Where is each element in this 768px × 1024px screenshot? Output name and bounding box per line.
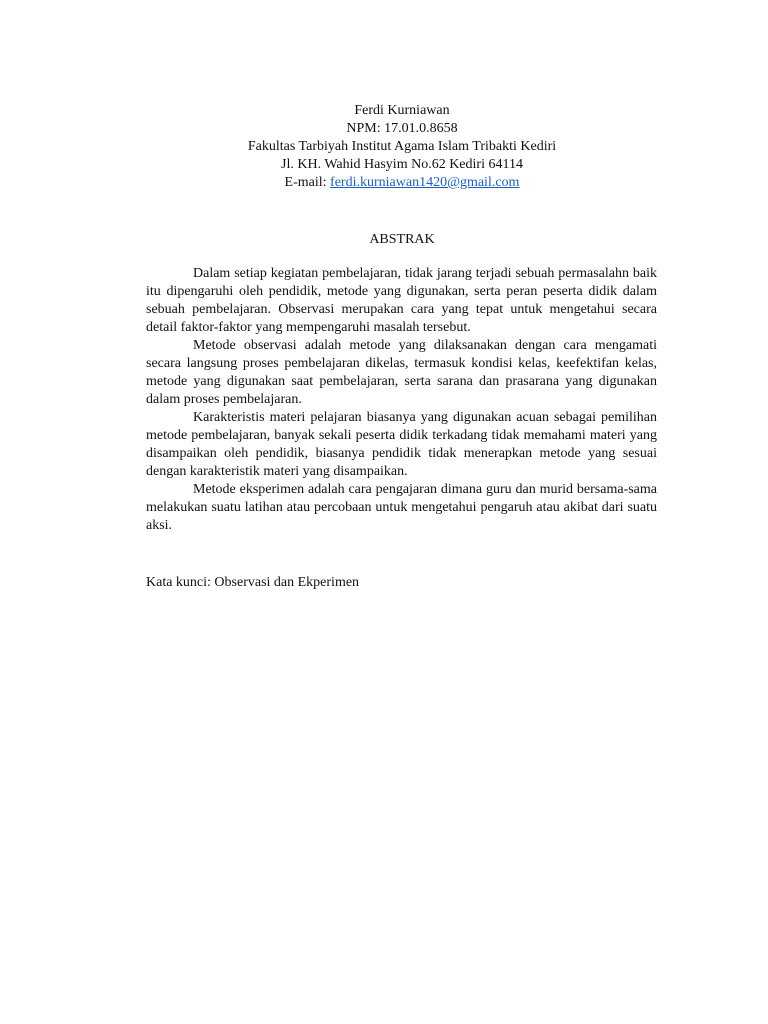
abstract-body [146,265,657,535]
email-label: E-mail: [284,175,331,190]
abstract-paragraph: Dalam setiap kegiatan pembelajaran, tidak jarang terjadi sebuah permasalahn baik itu dipengaruhi oleh pendidik, metode yang digunakan, serta peran peserta didik dalam sebuah pembelajaran. Observasi merupakan cara yang tepat untuk mengetahui secara detail faktor-faktor yang mempengaruhi masalah tersebut. [146,266,657,335]
author-block [0,102,768,192]
abstract-title: ABSTRAK [369,232,435,247]
email-link[interactable]: ferdi.kurniawan1420@gmail.com [330,175,520,190]
abstract-paragraph: Karakteristis materi pelajaran biasanya yang digunakan acuan sebagai pemilihan metode pembelajaran, banyak sekali peserta didik terkadang tidak memahami materi yang disampaikan oleh pendidik, biasanya pendidik tidak menerapkan metode yang sesuai dengan karakteristik materi yang disampaikan. [146,410,657,479]
author-npm: NPM: 17.01.0.8658 [346,121,458,136]
abstract-paragraph: Metode eksperimen adalah cara pengajaran dimana guru dan murid bersama-sama melakukan suatu latihan atau percobaan untuk mengetahui pengaruh atau akibat dari suatu aksi. [146,482,657,533]
author-faculty: Fakultas Tarbiyah Institut Agama Islam Tribakti Kediri [247,139,557,154]
keywords: Kata kunci: Observasi dan Ekperimen [146,575,360,590]
author-email-line [0,174,768,192]
abstract-paragraph: Metode observasi adalah metode yang dilaksanakan dengan cara mengamati secara langsung proses pembelajaran dikelas, termasuk kondisi kelas, keefektifan kelas, metode yang digunakan saat pembelajaran, serta sarana dan prasarana yang digunakan dalam proses pembelajaran. [146,338,657,407]
author-name: Ferdi Kurniawan [354,103,450,118]
author-address: Jl. KH. Wahid Hasyim No.62 Kediri 64114 [281,157,523,172]
